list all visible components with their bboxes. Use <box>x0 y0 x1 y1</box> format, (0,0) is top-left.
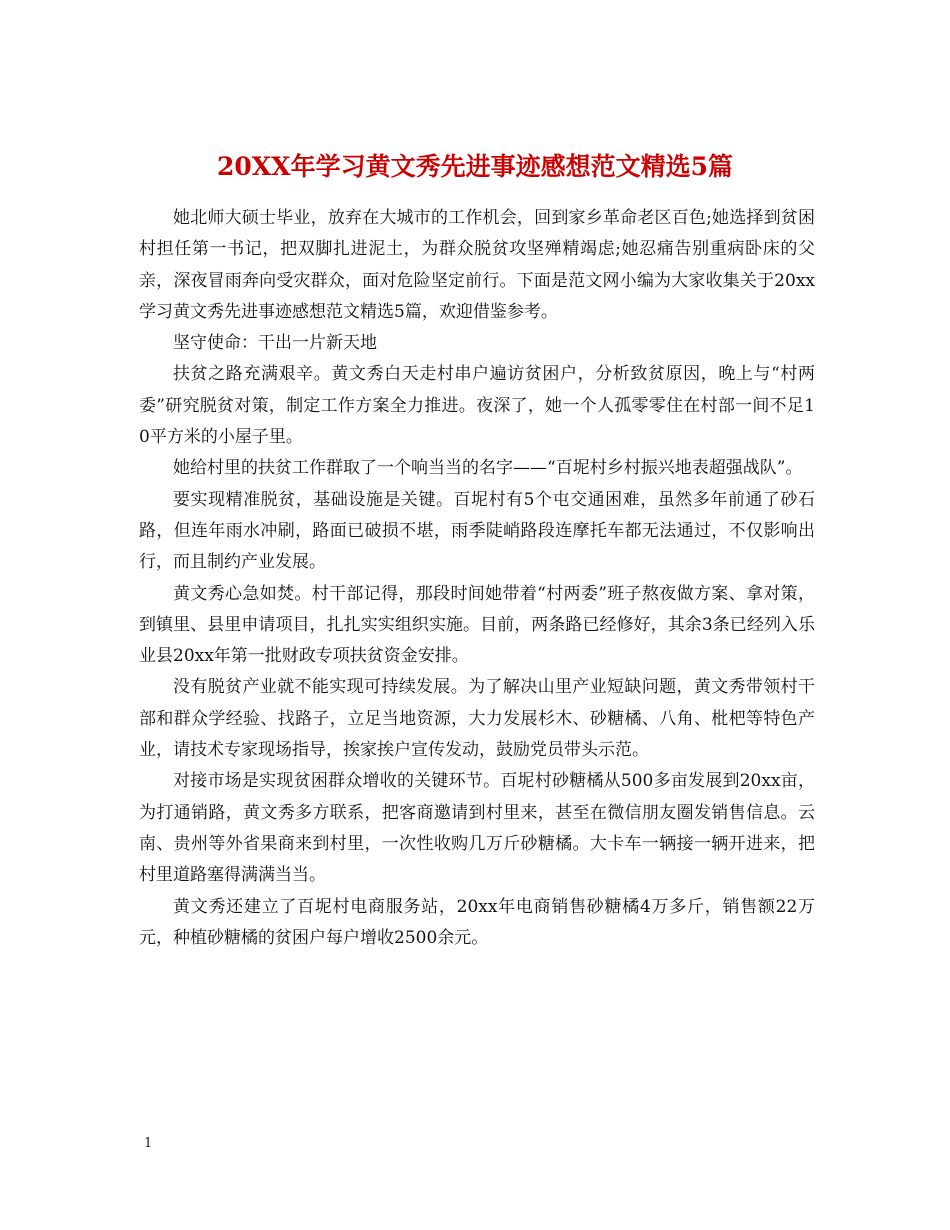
section-heading: 坚守使命：干出一片新天地 <box>173 333 377 354</box>
paragraph: 对接市场是实现贫困群众增收的关键环节。百坭村砂糖橘从500多亩发展到20xx亩，为打通销路，黄文秀多方联系，把客商邀请到村里来，甚至在微信朋友圈发销售信息。云南、贵州等外省果商来到村里，一次性收购几万斤砂糖橘。大卡车一辆接一辆开进来，把村里道路塞得满满当当。 <box>139 771 815 886</box>
paragraph: 扶贫之路充满艰辛。黄文秀白天走村串户遍访贫困户，分析致贫原因，晚上与“村两委”研究脱贫对策，制定工作方案全力推进。夜深了，她一个人孤零零住在村部一间不足10平方米的小屋子里。 <box>139 364 815 448</box>
document-body <box>139 203 815 954</box>
paragraph: 她给村里的扶贫工作群取了一个响当当的名字——“百坭村乡村振兴地表超强战队”。 <box>173 458 803 479</box>
paragraph-intro: 她北师大硕士毕业，放弃在大城市的工作机会，回到家乡革命老区百色;她选择到贫困村担任第一书记，把双脚扎进泥土，为群众脱贫攻坚殚精竭虑;她忍痛告别重病卧床的父亲，深夜冒雨奔向受灾群众，面对危险坚定前行。下面是范文网小编为大家收集关于20xx学习黄文秀先进事迹感想范文精选5篇，欢迎借鉴参考。 <box>139 208 815 322</box>
paragraph: 要实现精准脱贫，基础设施是关键。百坭村有5个屯交通困难，虽然多年前通了砂石路，但连年雨水冲刷，路面已破损不堪，雨季陡峭路段连摩托车都无法通过，不仅影响出行，而且制约产业发展。 <box>139 489 815 573</box>
paragraph: 黄文秀心急如焚。村干部记得，那段时间她带着“村两委”班子熬夜做方案、拿对策，到镇里、县里申请项目，扎扎实实组织实施。目前，两条路已经修好，其余3条已经列入乐业县20xx年第一批财政专项扶贫资金安排。 <box>139 583 815 667</box>
paragraph: 没有脱贫产业就不能实现可持续发展。为了解决山里产业短缺问题，黄文秀带领村干部和群众学经验、找路子，立足当地资源，大力发展杉木、砂糖橘、八角、枇杷等特色产业，请技术专家现场指导，挨家挨户宣传发动，鼓励党员带头示范。 <box>139 677 815 761</box>
paragraph: 黄文秀还建立了百坭村电商服务站，20xx年电商销售砂糖橘4万多斤，销售额22万元，种植砂糖橘的贫困户每户增收2500余元。 <box>139 896 815 948</box>
page-number: 1 <box>144 1136 153 1151</box>
document-title: 20XX年学习黄文秀先进事迹感想范文精选5篇 <box>217 151 733 181</box>
